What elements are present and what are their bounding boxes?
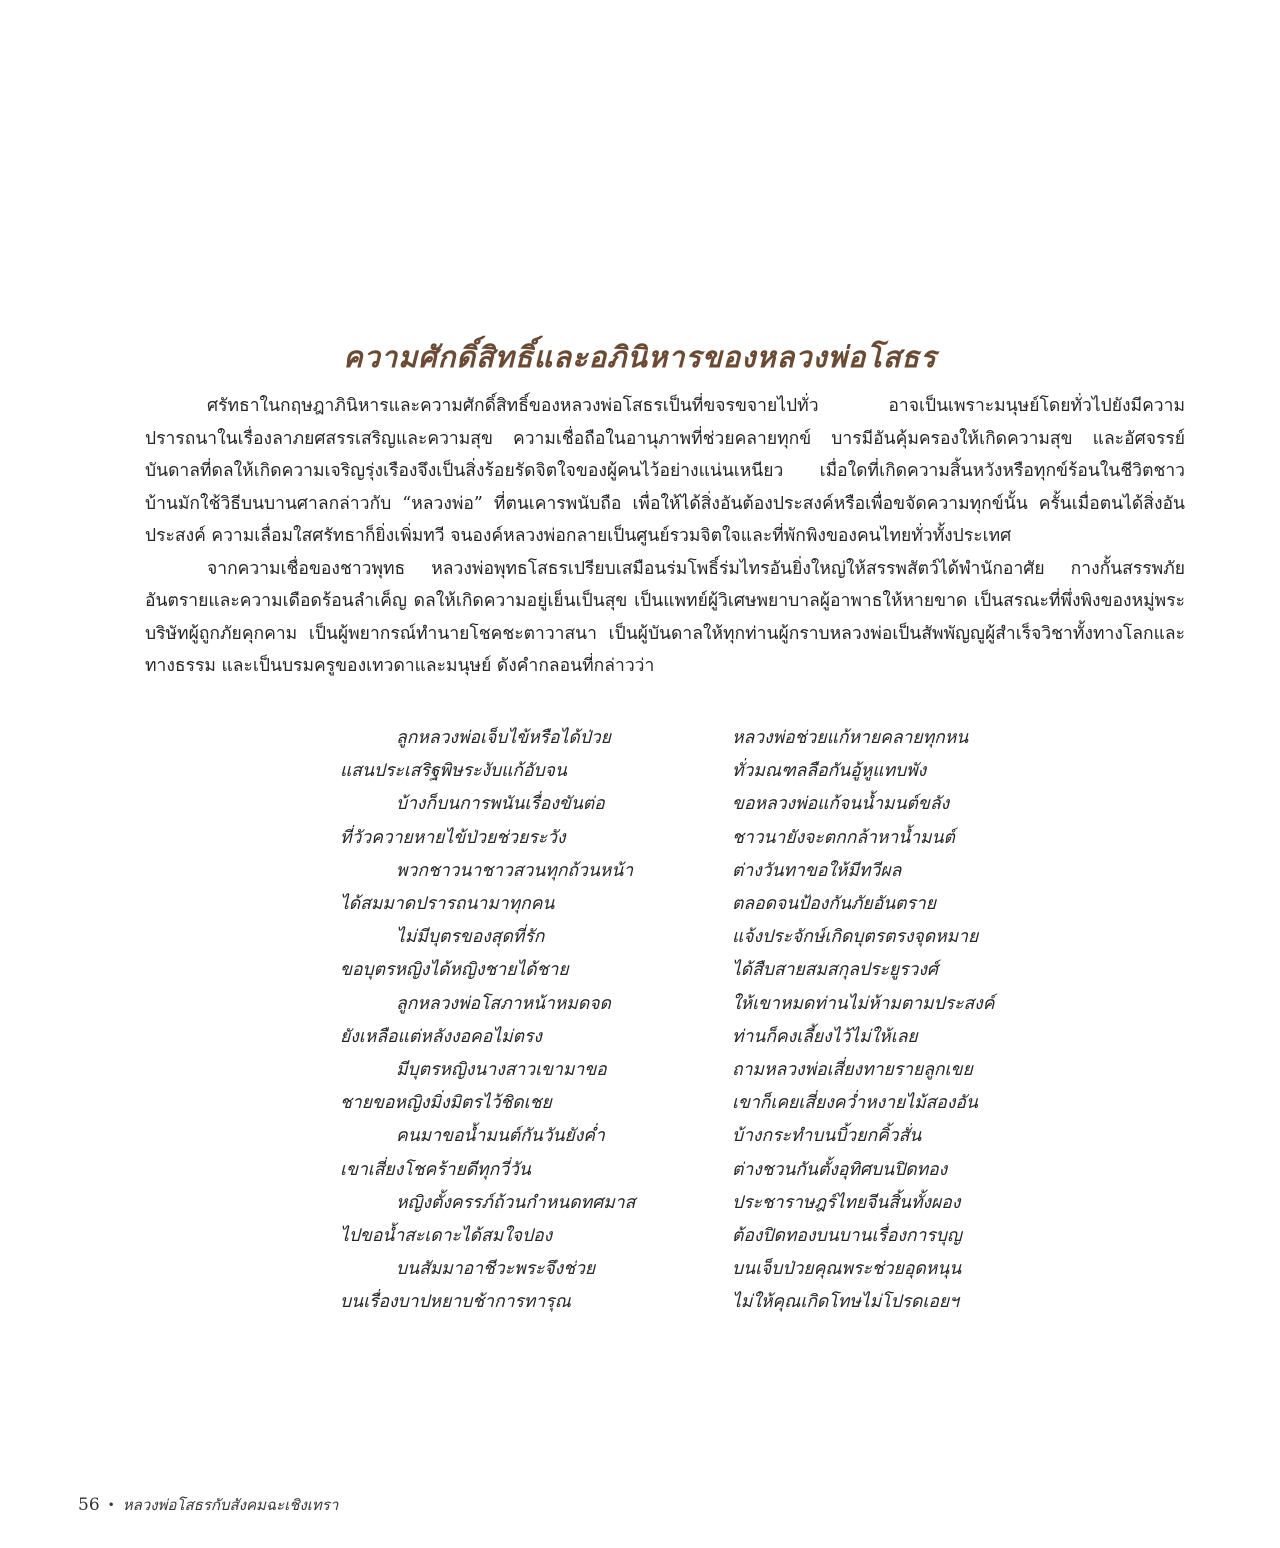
- page-title: ความศักดิ์สิทธิ์และอภินิหารของหลวงพ่อโสธร: [343, 340, 937, 374]
- poem-line: ต่างวันทาขอให้มีทวีผล: [732, 860, 902, 881]
- poem-line: หญิงตั้งครรภ์ถ้วนกำหนดทศมาส: [396, 1192, 636, 1213]
- poem-line: บนเจ็บป่วยคุณพระช่วยอุดหนุน: [732, 1259, 962, 1280]
- poem-line: บนเรื่องบาปหยาบช้าการทารุณ: [340, 1292, 571, 1313]
- poem-line: พวกชาวนาชาวสวนทุกถ้วนหน้า: [396, 860, 634, 881]
- poem-line: ถามหลวงพ่อเสี่ยงทายรายลูกเขย: [732, 1060, 973, 1081]
- poem-line: บ้างก็บนการพนันเรื่องขันต่อ: [396, 794, 605, 815]
- poem-line: ต้องปิดทองบนบานเรื่องการบุญ: [732, 1226, 962, 1247]
- poem-line: แสนประเสริฐพิษระงับแก้อับจน: [340, 761, 567, 782]
- poem-line: ไปขอน้ำสะเดาะได้สมใจปอง: [340, 1226, 553, 1247]
- poem-line: ขอหลวงพ่อแก้จนน้ำมนต์ขลัง: [732, 794, 950, 815]
- poem-line: บนสัมมาอาชีวะพระจึงช่วย: [396, 1259, 596, 1280]
- poem-line: ลูกหลวงพ่อโสภาหน้าหมดจด: [396, 993, 611, 1014]
- body-text: [145, 390, 1185, 683]
- poem-right-column: [732, 722, 1052, 1320]
- poem-left-column: [340, 722, 710, 1320]
- poem-line: ตลอดจนป้องกันภัยอันตราย: [732, 894, 937, 915]
- footer-separator: •: [107, 1498, 115, 1512]
- paragraph-1: ศรัทธาในกฤษฎาภินิหารและความศักดิ์สิทธิ์ของหลวงพ่อโสธรเป็นที่ขจรขจายไปทั่ว อาจเป็นเพราะมนุษย์โดยทั่วไปยังมีความปรารถนาในเรื่องลาภยศสรรเสริญและความสุข ความเชื่อถือในอานุภาพที่ช่วยคลายทุกข์ บารมีอันคุ้มครองให้เกิดความสุข และอัศจรรย์บันดาลที่ดลให้เกิดความเจริญรุ่งเรืองจึงเป็นสิ่งร้อยรัดจิตใจของผู้คนไว้อย่างแน่นเหนียว เมื่อใดที่เกิดความสิ้นหวังหรือทุกข์ร้อนในชีวิตชาวบ้านมักใช้วิธีบนบานศาลกล่าวกับ “หลวงพ่อ” ที่ตนเคารพนับถือ เพื่อให้ได้สิ่งอันต้องประสงค์หรือเพื่อขจัดความทุกข์นั้น ครั้นเมื่อตนได้สิ่งอันประสงค์ ความเลื่อมใสศรัทธาก็ยิ่งเพิ่มทวี จนองค์หลวงพ่อกลายเป็นศูนย์รวมจิตใจและที่พักพิงของคนไทยทั่วทั้งประเทศ: [145, 396, 1185, 546]
- poem-line: แจ้งประจักษ์เกิดบุตรตรงจุดหมาย: [732, 927, 979, 948]
- page-number: 56: [78, 1495, 100, 1515]
- poem-line: เขาเสี่ยงโชคร้ายดีทุกวี่วัน: [340, 1159, 531, 1180]
- poem-line: มีบุตรหญิงนางสาวเขามาขอ: [396, 1060, 607, 1081]
- poem-line: หลวงพ่อช่วยแก้หายคลายทุกหน: [732, 728, 969, 748]
- poem-line: ลูกหลวงพ่อเจ็บไข้หรือได้ป่วย: [396, 728, 611, 748]
- poem-line: ยังเหลือแต่หลังงอคอไม่ตรง: [340, 1026, 542, 1047]
- poem-line: ท่านก็คงเลี้ยงไว้ไม่ให้เลย: [732, 1026, 918, 1047]
- paragraph-2: จากความเชื่อของชาวพุทธ หลวงพ่อพุทธโสธรเปรียบเสมือนร่มโพธิ์ร่มไทรอันยิ่งใหญ่ให้สรรพสัตว์ได้พำนักอาศัย กางกั้นสรรพภัยอันตรายและความเดือดร้อนลำเค็ญ ดลให้เกิดความอยู่เย็นเป็นสุข เป็นแพทย์ผู้วิเศษพยาบาลผู้อาพาธให้หายขาด เป็นสรณะที่พึ่งพิงของหมู่พระบริษัทผู้ถูกภัยคุกคาม เป็นผู้พยากรณ์ทำนายโชคชะตาวาสนา เป็นผู้บันดาลให้ทุกท่านผู้กราบหลวงพ่อเป็นสัพพัญญูผู้สำเร็จวิชาทั้งทางโลกและทางธรรม และเป็นบรมครูของเทวดาและมนุษย์ ดังคำกลอนที่กล่าวว่า: [145, 558, 1185, 676]
- poem-line: ให้เขาหมดท่านไม่ห้ามตามประสงค์: [732, 993, 995, 1014]
- page-footer: [78, 1493, 338, 1517]
- poem-line: ไม่มีบุตรของสุดที่รัก: [396, 927, 545, 948]
- poem-line: ไม่ให้คุณเกิดโทษไม่โปรดเอยฯ: [732, 1292, 959, 1313]
- book-title: หลวงพ่อโสธรกับสังคมฉะเชิงเทรา: [122, 1496, 339, 1514]
- poem-line: ได้สืบสายสมสกุลประยูรวงศ์: [732, 960, 938, 981]
- poem-line: คนมาขอน้ำมนต์กันวันยังค่ำ: [396, 1126, 605, 1147]
- poem-line: ชายขอหญิงมิ่งมิตรไว้ชิดเชย: [340, 1093, 552, 1114]
- poem-line: ต่างชวนกันตั้งอุทิศบนปิดทอง: [732, 1159, 948, 1180]
- poem-line: ได้สมมาดปรารถนามาทุกคน: [340, 894, 555, 915]
- poem-line: ที่วัวควายหายไข้ป่วยช่วยระวัง: [340, 827, 566, 848]
- poem-line: บ้างกระทำบนบิ้วยกคิ้วสั่น: [732, 1126, 922, 1147]
- poem-line: ประชาราษฎร์ไทยจีนสิ้นทั้งผอง: [732, 1192, 961, 1213]
- poem-line: เขาก็เคยเสี่ยงคว่ำหงายไม้สองอัน: [732, 1093, 978, 1114]
- poem-line: ทั่วมณฑลลือกันอู้หูแทบพัง: [732, 761, 927, 782]
- poem-line: ชาวนายังจะตกกล้าหาน้ำมนต์: [732, 827, 955, 848]
- poem-line: ขอบุตรหญิงได้หญิงชายได้ชาย: [340, 960, 569, 981]
